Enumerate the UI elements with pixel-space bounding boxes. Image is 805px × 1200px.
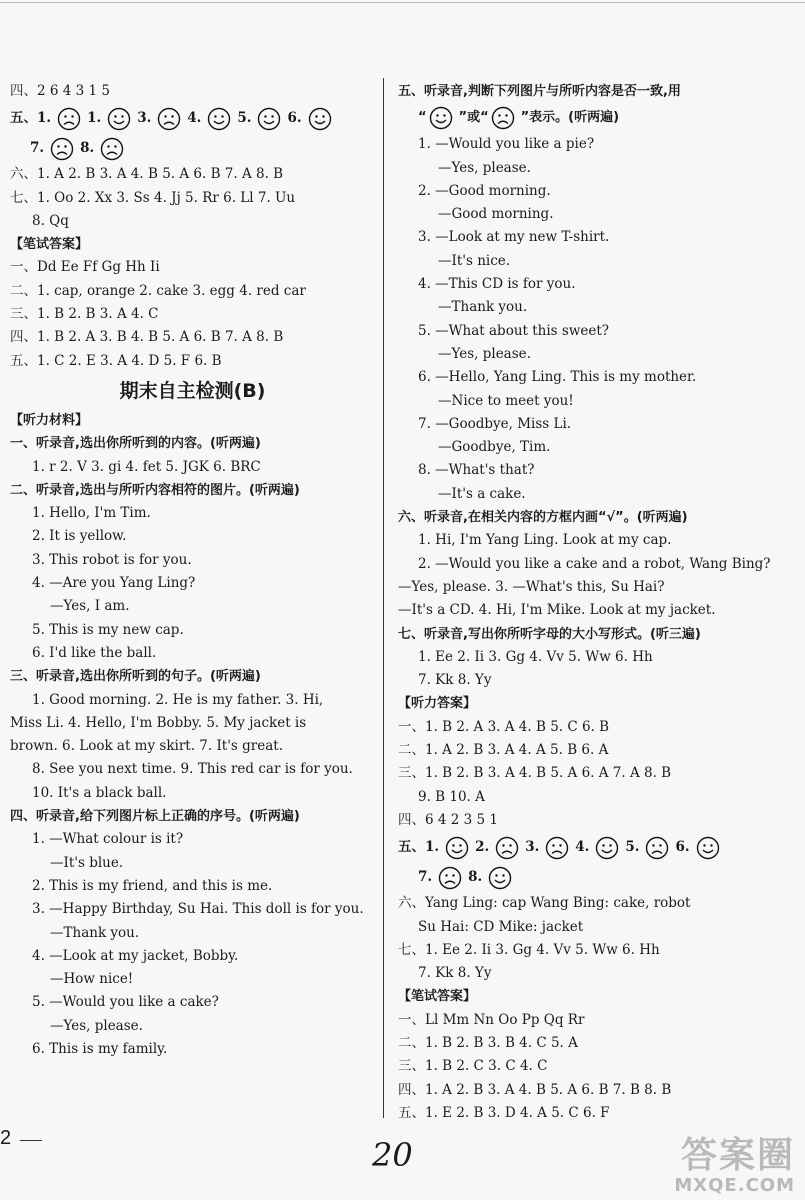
left-column [10,80,375,1061]
section-2-line: 5. This is my new cap. [32,621,184,638]
section-5-line: —Thank you. [438,299,528,316]
column-divider [383,78,384,1118]
section-2-line: 3. This robot is for you. [32,551,192,568]
section-7-heading: 七、听录音,写出你所听字母的大小写形式。(听三遍) [398,626,701,642]
right-column [398,80,798,1125]
section-5-line: 2. —Good morning. [418,182,551,199]
item-number: 4. [575,839,590,856]
item-number: 7. [418,869,433,886]
section-4-line: 5. —Would you like a cake? [32,994,219,1011]
sad-face-icon [100,137,124,161]
sad-face-icon [157,107,181,131]
row-prefix: 五、 [398,839,425,856]
sad-face-icon [57,107,81,131]
page-number-dash [20,1140,42,1141]
section-1-heading: 一、听录音,选出你所听到的内容。(听两遍) [10,436,261,452]
section-4-line: 6. This is my family. [32,1040,168,1057]
handwritten-number: 20 [372,1136,413,1174]
answer-line: 六、Yang Ling: cap Wang Bing: cake, robot [398,895,691,912]
item-number: 5. [625,839,640,856]
item-number: 6. [675,839,690,856]
section-6-line: —It's a CD. 4. Hi, I'm Mike. Look at my jacket. [398,602,716,619]
sad-face-icon [438,866,462,890]
answer-line: 六、1. A 2. B 3. A 4. B 5. A 6. B 7. A 8. B [10,166,284,183]
face-answers-row-2 [398,862,798,892]
listening-material-heading: 【听力材料】 [10,412,89,428]
answer-line: 七、1. Ee 2. Ii 3. Gg 4. Vv 5. Ww 6. Hh [398,941,660,958]
listening-answers-heading: 【听力答案】 [398,696,477,712]
face-answers-row [398,832,798,862]
smiley-face-icon [696,836,720,860]
section-4-line: 1. —What colour is it? [32,831,184,848]
section-2-line: 6. I'd like the ball. [32,644,157,661]
written-answers-heading: 【笔试答案】 [398,989,477,1005]
smiley-face-icon [429,106,453,130]
item-number: 8. [468,869,483,886]
answer-line: 一、Ll Mm Nn Oo Pp Qq Rr [398,1011,585,1028]
item-number: 7. [30,140,45,157]
answer-line: 四、6 4 2 3 5 1 [398,811,498,828]
section-4-line: —How nice! [50,971,134,988]
page-number: 2 [0,1127,12,1149]
section-6-line: 2. —Would you like a cake and a robot, Wang Bing? [418,555,771,572]
section-4-heading: 四、听录音,给下列图片标上正确的序号。(听两遍) [10,809,300,825]
section-2-line: —Yes, I am. [50,598,130,615]
section-5-heading-2 [398,103,798,133]
section-2-line: 4. —Are you Yang Ling? [32,575,196,592]
section-3-line: brown. 6. Look at my skirt. 7. It's great. [10,738,283,755]
top-rule [0,2,805,3]
open-quote: “ [418,110,427,126]
section-3-line: Miss Li. 4. Hello, I'm Bobby. 5. My jacket is [10,714,307,731]
answer-line: 二、1. A 2. B 3. A 4. A 5. B 6. A [398,742,609,759]
item-number: 4. [187,110,202,127]
answer-line: 五、1. E 2. B 3. D 4. A 5. C 6. F [398,1104,610,1121]
written-answers-heading: 【笔试答案】 [10,237,89,253]
watermark [674,1137,795,1196]
section-5-line: —Goodbye, Tim. [438,439,551,456]
smiley-face-icon [257,107,281,131]
page-title: 期末自主检测(B) [119,379,266,402]
section-2-line: 1. Hello, I'm Tim. [32,505,151,522]
section-5-heading: 五、听录音,判断下列图片与所听内容是否一致,用 [398,84,681,99]
section-3-line: 1. Good morning. 2. He is my father. 3. Hi, [32,691,324,708]
section-7-line: 1. Ee 2. Ii 3. Gg 4. Vv 5. Ww 6. Hh [418,648,653,665]
answer-line: 二、1. B 2. B 3. B 4. C 5. A [398,1034,578,1051]
smiley-face-icon [107,107,131,131]
answer-line: Su Hai: CD Mike: jacket [418,918,584,935]
answer-line: 8. Qq [32,212,69,229]
section-5-line: —It's a cake. [438,485,526,502]
sad-face-icon [491,106,515,130]
answer-line: 一、Dd Ee Ff Gg Hh Ii [10,259,160,276]
face-answers-row-2 [10,133,375,163]
section-5-line: 4. —This CD is for you. [418,276,576,293]
row-prefix: 五、 [10,110,37,127]
smiley-face-icon [207,107,231,131]
item-number: 1. [37,110,52,127]
answer-line: 七、1. Oo 2. Xx 3. Ss 4. Jj 5. Rr 6. Ll 7. Uu [10,189,296,206]
section-6-line: 1. Hi, I'm Yang Ling. Look at my cap. [418,532,672,549]
section-2-line: 2. It is yellow. [32,528,127,545]
section-6-line: —Yes, please. 3. —What's this, Su Hai? [398,578,665,595]
answer-line: 二、1. cap, orange 2. cake 3. egg 4. red car [10,282,306,299]
section-4-line: —Thank you. [50,924,140,941]
section-5-line: 5. —What about this sweet? [418,322,610,339]
item-number: 3. [137,110,152,127]
answer-line: 三、1. B 2. B 3. A 4. B 5. A 6. A 7. A 8. B [398,765,672,782]
item-number: 1. [87,110,102,127]
section-5-line: —Nice to meet you! [438,392,574,409]
section-2-heading: 二、听录音,选出与所听内容相符的图片。(听两遍) [10,482,300,498]
sad-face-icon [645,836,669,860]
section-5-line: —Yes, please. [438,345,531,362]
smiley-face-icon [595,836,619,860]
section-4-line: —Yes, please. [50,1017,143,1034]
section-3-line: 10. It's a black ball. [32,784,167,801]
item-number: 1. [425,839,440,856]
watermark-logo-text: 答案圈 [680,1135,795,1176]
item-number: 8. [80,140,95,157]
section-5-line: 7. —Goodbye, Miss Li. [418,415,572,432]
section-3-line: 8. See you next time. 9. This red car is for you. [32,761,353,778]
section-5-line: —It's nice. [438,252,511,269]
answer-line: 五、1. C 2. E 3. A 4. D 5. F 6. B [10,352,222,369]
item-number: 2. [475,839,490,856]
section-3-heading: 三、听录音,选出你所听到的句子。(听两遍) [10,669,261,685]
section-5-line: 8. —What's that? [418,462,535,479]
answer-line: 一、1. B 2. A 3. A 4. B 5. C 6. B [398,718,610,735]
section-4-line: 4. —Look at my jacket, Bobby. [32,947,239,964]
answer-line: 9. B 10. A [418,788,485,805]
answer-line: 7. Kk 8. Yy [418,965,492,982]
section-6-heading: 六、听录音,在相关内容的方框内画“√”。(听两遍) [398,510,688,526]
item-number: 6. [287,110,302,127]
item-number: 5. [237,110,252,127]
sad-face-icon [545,836,569,860]
answer-line: 四、1. B 2. A 3. B 4. B 5. A 6. B 7. A 8. B [10,329,284,346]
smiley-face-icon [445,836,469,860]
section-4-line: 2. This is my friend, and this is me. [32,877,273,894]
section-5-line: —Good morning. [438,206,554,223]
or-text: ”或“ [458,110,489,126]
face-answers-row [10,103,375,133]
section-5-line: —Yes, please. [438,159,531,176]
answer-line: 四、1. A 2. B 3. A 4. B 5. A 6. B 7. B 8. B [398,1081,672,1098]
watermark-url: MXQE.COM [674,1175,795,1196]
section-4-line: 3. —Happy Birthday, Su Hai. This doll is for you. [32,901,364,918]
item-number: 3. [525,839,540,856]
heading-tail: ”表示。(听两遍) [520,110,620,126]
section-5-line: 3. —Look at my new T-shirt. [418,229,610,246]
sad-face-icon [50,137,74,161]
answer-line: 三、1. B 2. C 3. C 4. C [398,1058,548,1075]
section-5-line: 1. —Would you like a pie? [418,136,595,153]
section-5-line: 6. —Hello, Yang Ling. This is my mother. [418,369,697,386]
smiley-face-icon [308,107,332,131]
section-7-line: 7. Kk 8. Yy [418,672,492,689]
answer-line: 四、2 6 4 3 1 5 [10,83,110,99]
section-1-body: 1. r 2. V 3. gi 4. fet 5. JGK 6. BRC [32,458,261,475]
section-4-line: —It's blue. [50,854,124,871]
answer-line: 三、1. B 2. B 3. A 4. C [10,306,159,323]
sad-face-icon [495,836,519,860]
smiley-face-icon [488,866,512,890]
